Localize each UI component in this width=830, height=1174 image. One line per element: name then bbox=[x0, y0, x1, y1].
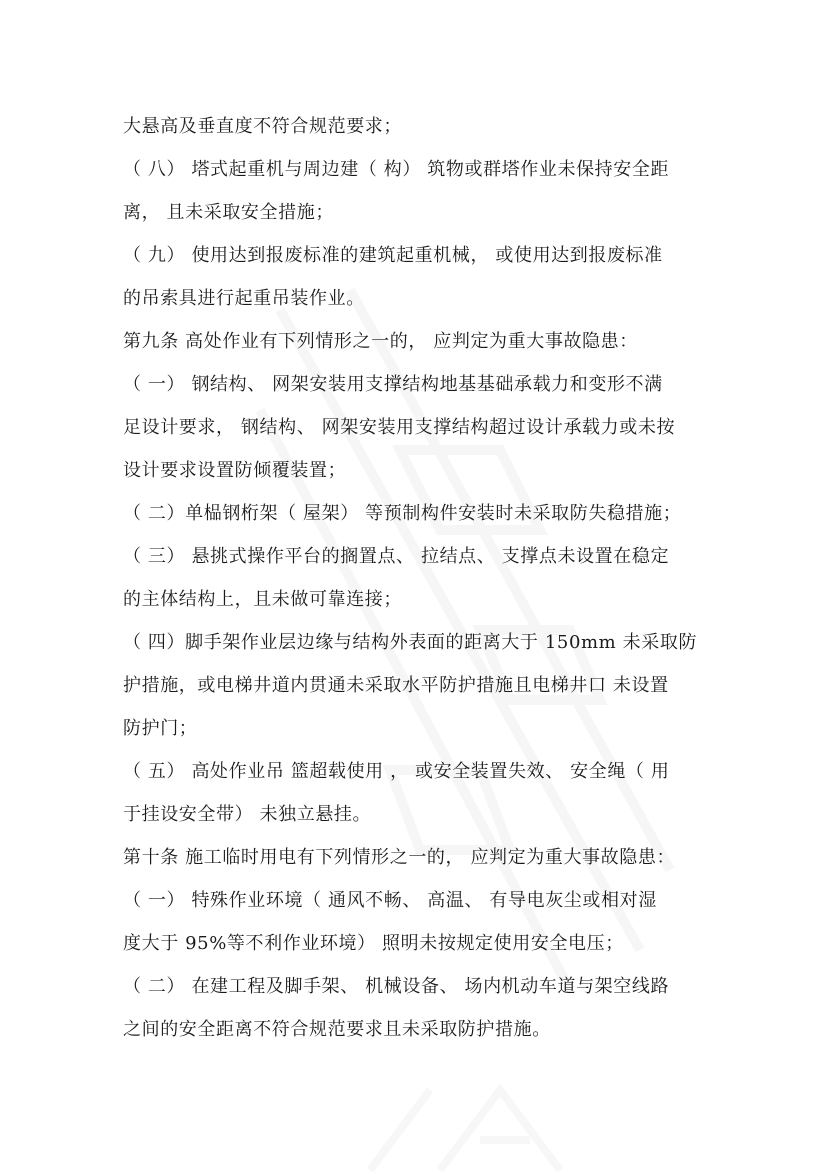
text-line: （ 二）单榀钢桁架（ 屋架） 等预制构件安装时未采取防失稳措施； bbox=[123, 503, 682, 524]
text-line: （ 三） 悬挑式操作平台的搁置点、 拉结点、 支撑点未设置在稳定 bbox=[123, 546, 670, 567]
text-line: （ 九） 使用达到报废标准的建筑起重机械， 或使用达到报废标准 bbox=[123, 245, 663, 266]
text-line: 的主体结构上，且未做可靠连接； bbox=[123, 589, 402, 610]
text-line: 护措施，或电梯井道内贯通未采取水平防护措施且电梯井口 未设置 bbox=[123, 675, 669, 696]
section-heading: 第九条 高处作业有下列情形之一的， 应判定为重大事故隐患： bbox=[123, 331, 638, 352]
text-line: （ 八） 塔式起重机与周边建（ 构） 筑物或群塔作业未保持安全距 bbox=[123, 159, 670, 180]
watermark-graphic-bottom bbox=[360, 1080, 590, 1174]
text-line: 的吊索具进行起重吊装作业。 bbox=[123, 288, 365, 309]
text-line: 于挂设安全带） 未独立悬挂。 bbox=[123, 804, 372, 825]
text-line: （ 一） 钢结构、 网架安装用支撑结构地基基础承载力和变形不满 bbox=[123, 374, 663, 395]
text-line: 足设计要求， 钢结构、 网架安装用支撑结构超过设计承载力或未按 bbox=[123, 417, 676, 438]
section-heading: 第十条 施工临时用电有下列情形之一的， 应判定为重大事故隐患： bbox=[123, 847, 676, 868]
text-line: （ 一） 特殊作业环境（ 通风不畅、 高温、 有导电灰尘或相对湿 bbox=[123, 890, 657, 911]
text-line: 防护门； bbox=[123, 718, 198, 739]
text-line: （ 二） 在建工程及脚手架、 机械设备、 场内机动车道与架空线路 bbox=[123, 976, 670, 997]
text-line: 离， 且未采取安全措施； bbox=[123, 202, 334, 223]
text-line: 大悬高及垂直度不符合规范要求； bbox=[123, 116, 402, 137]
text-line: 度大于 95%等不利作业环境） 照明未按规定使用安全电压； bbox=[123, 933, 624, 954]
text-line: （ 五） 高处作业吊 篮超载使用 ， 或安全装置失效、 安全绳（ 用 bbox=[123, 761, 670, 782]
text-line: 设计要求设置防倾覆装置； bbox=[123, 460, 347, 481]
text-line: 之间的安全距离不符合规范要求且未采取防护措施。 bbox=[123, 1019, 551, 1040]
text-line: （ 四）脚手架作业层边缘与结构外表面的距离大于 150mm 未采取防 bbox=[123, 632, 698, 653]
